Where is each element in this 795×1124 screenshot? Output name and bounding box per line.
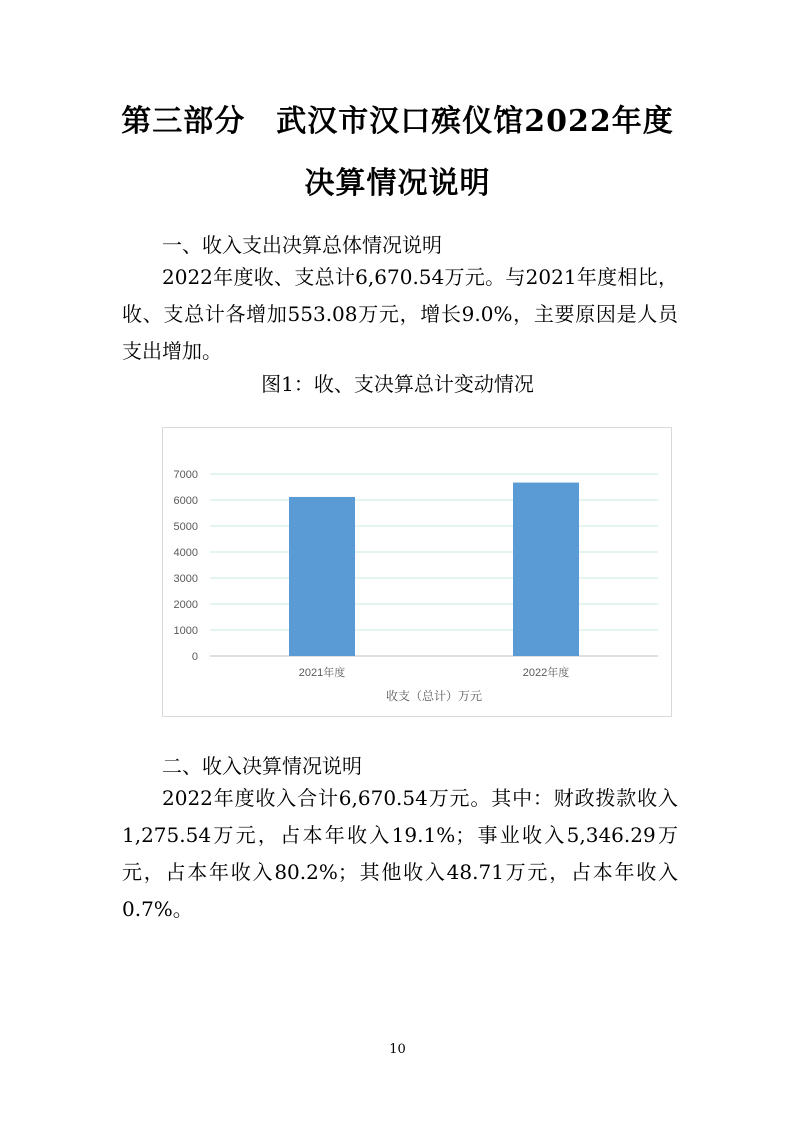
x-category-label: 2022年度 xyxy=(522,667,570,679)
y-tick-label: 2000 xyxy=(173,599,198,611)
section1-heading: 一、收入支出决算总体情况说明 xyxy=(162,233,442,257)
y-tick-label: 5000 xyxy=(173,521,198,533)
page-number: 10 xyxy=(389,1042,406,1057)
section1-paragraph: 2022年度收、支总计6,670.54万元。与2021年度相比，收、支总计各增加553.08万元，增长9.0%，主要原因是人员支出增加。 xyxy=(122,265,678,363)
figure1-caption: 图1：收、支决算总计变动情况 xyxy=(261,372,534,396)
page-title-line1: 第三部分 武汉市汉口殡仪馆2022年度 xyxy=(121,104,674,139)
bar-chart-svg xyxy=(163,428,671,716)
y-tick-label: 1000 xyxy=(173,625,198,637)
page-title-line2: 决算情况说明 xyxy=(304,166,491,201)
y-tick-label: 0 xyxy=(191,651,198,663)
bar xyxy=(289,497,355,656)
y-tick-label: 7000 xyxy=(173,469,198,481)
y-tick-label: 4000 xyxy=(173,547,198,559)
x-axis-label: 收支（总计）万元 xyxy=(385,689,483,703)
x-category-label: 2021年度 xyxy=(298,667,346,679)
y-tick-label: 6000 xyxy=(173,495,198,507)
section2-heading: 二、收入决算情况说明 xyxy=(162,754,362,778)
section2-paragraph: 2022年度收入合计6,670.54万元。其中：财政拨款收入1,275.54万元，占本年收入19.1%；事业收入5,346.29万元，占本年收入80.2%；其他收入48.71万元，占本年收入0.7%。 xyxy=(122,786,678,921)
bar-chart xyxy=(162,427,672,717)
bar xyxy=(513,483,579,656)
y-tick-label: 3000 xyxy=(173,573,198,585)
